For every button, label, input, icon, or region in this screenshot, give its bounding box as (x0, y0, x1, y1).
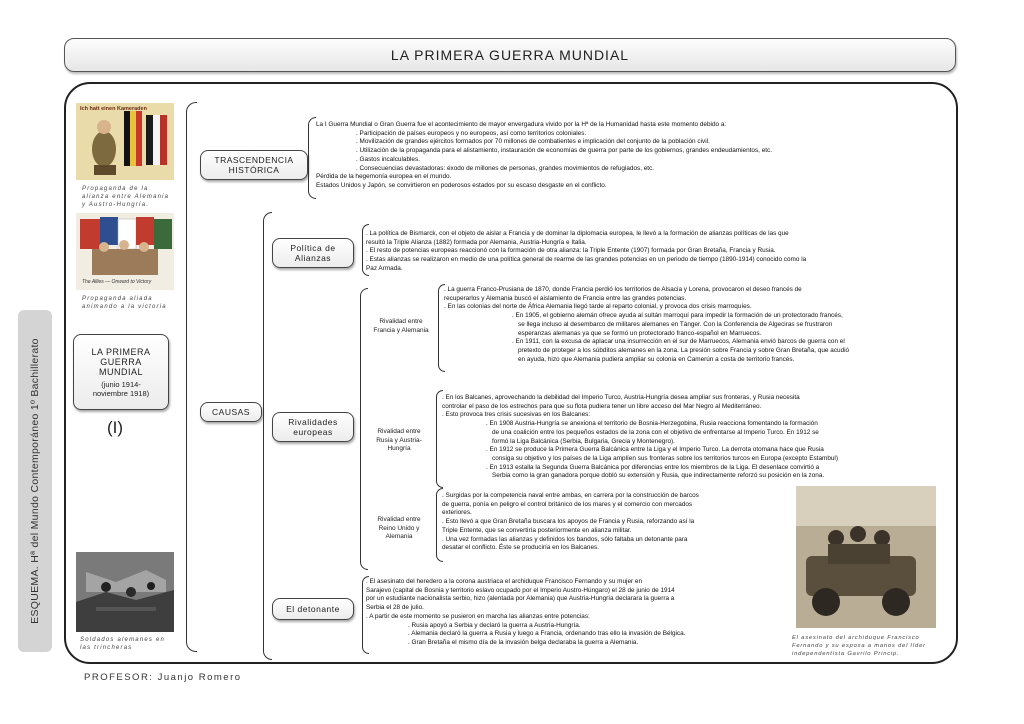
archduke-photo-drawing (796, 486, 936, 628)
sidebar-label-bar (18, 310, 52, 652)
text-line: . En las colonias del norte de África Alemania llegó tarde al reparto colonial, y provoca dos crisis marroquíes. (444, 303, 752, 311)
text-line: . Esto llevó a que Gran Bretaña buscara los apoyos de Francia y Rusia, reforzando así la (442, 518, 695, 526)
text-line: . En 1908 Austria-Hungría se anexiona el territorio de Bosnia-Herzegobina, Rusia reacciona fomentando la formación (486, 420, 818, 428)
francia-text (444, 286, 849, 364)
poster-alianza-text: Ich hatt einen Kameraden (80, 106, 147, 112)
poster-alianza-drawing (76, 103, 174, 180)
main-topic-dates1: (junio 1914- (101, 379, 141, 389)
text-line: pretexto de proteger a los súbditos alemanes en la zona. La presión sobre Francia y sobre Gran Bretaña, que acudió (518, 346, 850, 354)
rivalidades-line2: europeas (293, 427, 333, 437)
detonante-label: El detonante (286, 604, 340, 614)
rivalidades-box (272, 412, 354, 442)
text-line: La I Guerra Mundial o Gran Guerra fue el acontecimiento de mayor envergadura vivido por la Hª de la Humanidad hasta este momento debido a: (316, 121, 727, 128)
text-line: . Utilización de la propaganda para el alistamiento, instauración de economías de guerra por parte de los gobiernos, grandes endeudamientos, etc. (356, 147, 773, 155)
soldiers-caption: Soldados alemanes en las trincheras (80, 637, 166, 651)
sub-label-line: Rusia y Austria- (376, 436, 422, 444)
text-line: Triple Entente, que se convertiría posteriormente en alianza militar. (442, 526, 632, 534)
text-line: desatar el conflicto. Éste se produciría en los Balcanes. (442, 544, 600, 552)
causas-box (200, 402, 262, 422)
causas-label: CAUSAS (212, 407, 250, 417)
causas-brace (263, 212, 272, 660)
text-line: en ayuda, hizo que Alemania pudiera ampliar su colonia en Camerún a costa de territorio francés. (518, 355, 795, 363)
text-line: . En 1912 se produce la Primera Guerra Balcánica entre la Liga y el Imperio Turco. La derrota otomana hace que Rusia (486, 446, 824, 454)
text-line: Paz Armada. (366, 264, 403, 272)
text-line: . Estas alianzas se realizaron en medio de una política general de rearme de las grandes potencias en un periodo de tiempo (1890-1914) conocido como la (366, 256, 807, 264)
sidebar-label: ESQUEMA. Hª del Mundo Contemporáneo 1º Bachillerato (29, 338, 41, 624)
text-line: . Gastos incalculables. (356, 155, 420, 163)
text-line: . Consecuencias devastadoras: éxodo de millones de personas, grandes movimientos de refugiados, etc. (356, 164, 655, 172)
sub-label-line: Rivalidad entre (377, 516, 421, 523)
text-line: . Rusia apoyó a Serbia y declaró la guerra a Austria-Hungría. (408, 621, 581, 629)
text-line: de guerra, ponía en peligro el control británico de los mares y el comercio con mercados (442, 500, 693, 508)
text-line: de una coalición entre los pequeños estados de la zona con el objetivo de enfrentarse al Imperio Turco. En 1912 se (492, 428, 819, 436)
text-line: Sarajevo (capital de Bosnia y territorio eslavo ocupado por el Imperio Austro-Húngaro) el 28 de junio de 1914 (366, 586, 675, 594)
main-topic-dates2: noviembre 1918) (92, 388, 150, 398)
text-line: . Participación de países europeos y no europeos, así como territorios coloniales. (356, 129, 587, 137)
text-line: se llega incluso al desembarco de militares alemanes en Tánger. Con la Conferencia de Algeciras se frustraron (518, 320, 833, 328)
text-line: controlar el paso de los estrechos para que su flota pudiera tener un libre acceso del Mar Negro al Mediterráneo. (442, 402, 762, 410)
text-line: exteriores. (442, 509, 472, 517)
text-line: . En 1905, el gobierno alemán ofrece ayuda al sultán marroquí para impedir la formación de un protectorado francés, (512, 312, 843, 320)
main-topic-line3: MUNDIAL (98, 366, 143, 377)
politica-line1: Política de (290, 243, 336, 253)
poster-aliada-text: The Allies — Onward to Victory (82, 279, 152, 285)
reino-alemania-label (364, 516, 434, 542)
text-line: consiga su objetivo y los países de la Liga amplíen sus fronteras sobre los territorios turcos en Europa (excepto Estambul) (492, 454, 838, 462)
text-line: Serbia como la gran ganadora porque dobló su extensión y Rusia, que indirectamente reforzó su posición en la zona. (492, 472, 825, 480)
main-topic-line2: GUERRA (100, 356, 142, 367)
detonante-box (272, 598, 354, 620)
text-line: . Surgidas por la competencia naval entre ambas, en carrera por la construcción de barcos (442, 492, 699, 499)
text-line: resultó la Triple Alianza (1882) formada por Alemania, Austria-Hungría e Italia. (366, 238, 587, 246)
politica-alianzas-box (272, 238, 354, 268)
soldiers-photo-drawing (76, 552, 174, 632)
sub-label-line: Francia y Alemania (373, 326, 429, 334)
text-line: . Movilización de grandes ejércitos formados por 70 millones de combatientes e implicación del conjunto de la población civil. (356, 138, 710, 146)
rusia-text (442, 394, 838, 481)
poster-aliada-caption: Propaganda aliada animando a la victoria (82, 296, 167, 310)
sub-label-line: Rivalidad entre (377, 428, 421, 435)
main-topic-line1: LA PRIMERA (91, 346, 151, 357)
reino-text (442, 492, 699, 553)
trascendencia-text (316, 121, 772, 191)
archduke-photo (796, 486, 936, 628)
soldiers-photo (76, 552, 174, 632)
text-line: . A partir de este momento se pusieron en marcha las alianzas entre potencias: (366, 612, 590, 620)
trascendencia-box (200, 150, 308, 180)
part-number: (I) (107, 418, 124, 437)
text-line: . En 1911, con la excusa de aplacar una insurrección en el sur de Marruecos, Alemania envió barcos de guerra con el (512, 338, 845, 346)
politica-line2: Alianzas (294, 253, 332, 263)
trascendencia-brace (308, 117, 316, 199)
text-line: esperanzas alemanas ya que se formó un protectorado franco-español en Marruecos. (518, 329, 762, 337)
text-line: . En 1913 estalla la Segunda Guerra Balcánica por diferencias entre los miembros de la Liga. El desenlace convirtió a (486, 463, 820, 471)
sub-label-line: Rivalidad entre (379, 318, 423, 325)
poster-alianza-caption: Propaganda de la alianza entre Alemania y Austro-Hungría. (82, 186, 170, 208)
text-line: . Gran Bretaña el mismo día de la invasión belga declaraba la guerra a Alemania. (408, 638, 639, 646)
text-line: . El asesinato del heredero a la corona austriaca el archiduque Francisco Fernando y su mujer en (366, 578, 643, 585)
title-bar (64, 38, 956, 72)
francia-alemania-label (364, 318, 438, 335)
sub-label-line: Alemania (385, 533, 413, 540)
sub-label-line: Reino Unido y (378, 524, 420, 532)
alianzas-text (366, 230, 806, 274)
trascendencia-line2: HISTÓRICA (228, 165, 280, 175)
text-line: formó la Liga Balcánica (Serbia, Bulgaria, Grecia y Montenegro). (492, 437, 675, 445)
page-title: LA PRIMERA GUERRA MUNDIAL (390, 47, 630, 63)
text-line: . Esto provoca tres crisis sucesivas en los Balcanes: (442, 411, 591, 419)
text-line: . El resto de potencias europeas reaccionó con la formación de otra alianza: la Triple Entente (1907) formada por Gran Bretaña, Francia y Rusia. (366, 247, 776, 255)
detonante-text (366, 578, 685, 648)
text-line: Pérdida de la hegemonía europea en el mundo. (316, 173, 452, 181)
text-line: por un estudiante nacionalista serbio, hizo (alentada por Alemania) que Austria-Hungría declarara la guerra a (366, 595, 675, 603)
poster-alianza-image (76, 103, 174, 180)
main-topic-box (73, 334, 169, 410)
text-line: . Alemania declaró la guerra a Rusia y luego a Francia, ordenando tras ello la invasión de Bélgica. (408, 630, 686, 638)
trascendencia-line1: TRASCENDENCIA (214, 155, 294, 165)
text-line: . En los Balcanes, aprovechando la debilidad del Imperio Turco, Austria-Hungría desea ampliar sus fronteras, y Rusia necesita (442, 394, 800, 401)
rusia-austria-label (364, 428, 434, 454)
text-line: Serbia el 28 de julio. (366, 604, 424, 612)
text-line: . La guerra Franco-Prusiana de 1870, donde Francia perdió los territorios de Alsacia y Lorena, provocaron el deseo francés de (444, 286, 802, 293)
text-line: . Una vez formadas las alianzas y definidos los bandos, sólo faltaba un detonante para (442, 535, 688, 543)
archduke-caption: El asesinato del archiduque Francisco Fernando y su esposa a manos del líder independentista Gavrilo Princip. (792, 635, 926, 657)
main-brace (186, 102, 197, 652)
text-line: Estados Unidos y Japón, se convirtieron en poderosos estados por su escaso desgaste en el conflicto. (316, 181, 607, 189)
poster-aliada-image (76, 213, 174, 290)
text-line: recuperarlos y Alemania buscó el aislamiento de Francia entre las grandes potencias. (444, 294, 687, 302)
text-line: . La política de Bismarck, con el objeto de aislar a Francia y de dominar la diplomacia europea, le llevó a la formación de alianzas políticas de las que (366, 230, 789, 237)
professor-label: PROFESOR: Juanjo Romero (84, 672, 242, 683)
rivalidades-line1: Rivalidades (288, 417, 338, 427)
sub-label-line: Hungría (387, 445, 411, 452)
